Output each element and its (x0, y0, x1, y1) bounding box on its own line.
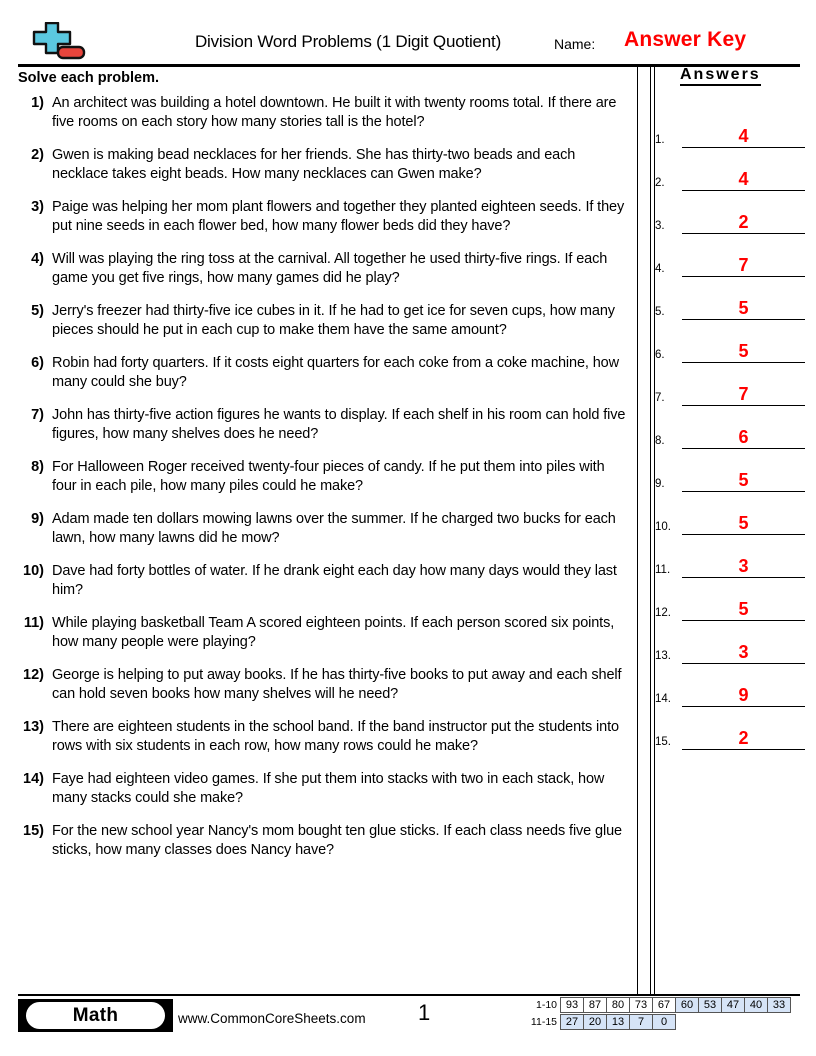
score-cell: 20 (583, 1014, 607, 1030)
problem-item (18, 666, 630, 704)
problem-item (18, 562, 630, 600)
problem-item (18, 94, 630, 132)
answer-row (655, 707, 805, 750)
plus-minus-logo-icon (18, 22, 92, 64)
answer-field[interactable]: 7 (682, 384, 805, 406)
problem-text: Jerry's freezer had thirty-five ice cubes in it. If he had to get ice for seven cups, how many pieces should he put in each cup to make them have the same amount? (52, 303, 615, 338)
answer-row (655, 148, 805, 191)
problem-item (18, 302, 630, 340)
score-cell: 7 (629, 1014, 653, 1030)
answer-index: 7. (655, 392, 665, 404)
problem-number: 10) (23, 563, 44, 579)
answer-index: 13. (655, 650, 671, 662)
problem-number: 3) (31, 199, 44, 215)
problem-text: For the new school year Nancy's mom bought ten glue sticks. If each class needs five glue sticks, how many classes does Nancy have? (52, 823, 622, 858)
problem-number: 9) (31, 511, 44, 527)
answer-field[interactable]: 5 (682, 470, 805, 492)
website-url: www.CommonCoreSheets.com (178, 1011, 366, 1026)
answer-row (655, 105, 805, 148)
answer-row (655, 320, 805, 363)
problem-text: Gwen is making bead necklaces for her friends. She has thirty-two beads and each necklace takes eight beads. How many necklaces can Gwen make? (52, 147, 576, 182)
problem-number: 6) (31, 355, 44, 371)
problem-text: Faye had eighteen video games. If she put them into stacks with two in each stack, how many stacks could she make? (52, 771, 605, 806)
answer-field[interactable]: 9 (682, 685, 805, 707)
problem-number: 2) (31, 147, 44, 163)
problem-number: 14) (23, 771, 44, 787)
answer-row (655, 664, 805, 707)
problem-number: 11) (23, 615, 44, 631)
problem-item (18, 354, 630, 392)
answer-index: 6. (655, 349, 665, 361)
score-cell: 33 (767, 997, 791, 1013)
answer-field[interactable]: 3 (682, 642, 805, 664)
answer-index: 3. (655, 220, 665, 232)
answer-index: 5. (655, 306, 665, 318)
answer-index: 12. (655, 607, 671, 619)
subject-badge (18, 999, 173, 1032)
instructions-text: Solve each problem. (18, 70, 160, 86)
score-cell: 73 (629, 997, 653, 1013)
score-table (527, 997, 791, 1031)
answer-field[interactable]: 4 (682, 126, 805, 148)
column-divider-thin (637, 64, 638, 994)
problem-text: John has thirty-five action figures he wants to display. If each shelf in his room can hold five figures, how many shelves does he need? (52, 407, 626, 442)
answer-index: 2. (655, 177, 665, 189)
score-row (527, 997, 791, 1013)
problem-text: Robin had forty quarters. If it costs eight quarters for each coke from a coke machine, how many could she buy? (52, 355, 619, 390)
score-cells (561, 1014, 676, 1030)
problem-text: For Halloween Roger received twenty-four pieces of candy. If he put them into piles with four in each pile, how many piles could he make? (52, 459, 605, 494)
problem-text: While playing basketball Team A scored eighteen points. If each person scored six points, how many people were playing? (52, 615, 615, 650)
answer-index: 4. (655, 263, 665, 275)
score-cell: 27 (560, 1014, 584, 1030)
page-title: Division Word Problems (1 Digit Quotient) (194, 32, 502, 51)
problem-item (18, 198, 630, 236)
problem-list (18, 94, 630, 874)
problem-number: 15) (23, 823, 44, 839)
score-cell: 13 (606, 1014, 630, 1030)
answer-field[interactable]: 3 (682, 556, 805, 578)
score-cells (561, 997, 791, 1013)
answer-field[interactable]: 5 (682, 599, 805, 621)
score-cell: 67 (652, 997, 676, 1013)
problem-number: 13) (23, 719, 44, 735)
score-row-label: 1-10 (535, 999, 557, 1011)
answer-row (655, 277, 805, 320)
problem-number: 12) (23, 667, 44, 683)
answer-field[interactable]: 2 (682, 212, 805, 234)
answer-row (655, 363, 805, 406)
answers-title: Answers (680, 66, 761, 86)
score-cell: 60 (675, 997, 699, 1013)
answer-row (655, 578, 805, 621)
answer-index: 1. (655, 134, 665, 146)
answer-field[interactable]: 7 (682, 255, 805, 277)
problem-text: Will was playing the ring toss at the carnival. All together he used thirty-five rings. If each game you get five rings, how many games did he play? (52, 251, 608, 286)
answer-field[interactable]: 2 (682, 728, 805, 750)
answer-index: 8. (655, 435, 665, 447)
problem-text: Dave had forty bottles of water. If he drank eight each day how many days would they last him? (52, 563, 617, 598)
problem-item (18, 458, 630, 496)
score-cell: 93 (560, 997, 584, 1013)
answer-field[interactable]: 5 (682, 298, 805, 320)
answer-list (655, 105, 805, 750)
answer-row (655, 535, 805, 578)
problem-item (18, 146, 630, 184)
problem-item (18, 250, 630, 288)
problem-item (18, 510, 630, 548)
answer-index: 9. (655, 478, 665, 490)
footer-divider (18, 994, 800, 996)
problem-item (18, 770, 630, 808)
answer-field[interactable]: 5 (682, 341, 805, 363)
problem-text: Paige was helping her mom plant flowers and together they planted eighteen seeds. If they put nine seeds in each flower bed, how many flower beds did they have? (52, 199, 625, 234)
page-header (18, 22, 800, 62)
problem-number: 5) (31, 303, 44, 319)
problem-item (18, 822, 630, 860)
score-cell: 40 (744, 997, 768, 1013)
score-cell: 47 (721, 997, 745, 1013)
score-row-label: 11-15 (530, 1016, 557, 1028)
answer-index: 11. (655, 564, 671, 576)
answer-key-badge: Answer Key (624, 28, 747, 51)
problem-text: Adam made ten dollars mowing lawns over the summer. If he charged two bucks for each lawn, how many lawns did he mow? (52, 511, 616, 546)
problem-number: 1) (31, 95, 44, 111)
problem-text: George is helping to put away books. If he has thirty-five books to put away and each shelf can hold seven books how many shelves will he need? (52, 667, 622, 702)
problem-item (18, 406, 630, 444)
subject-badge-label: Math (26, 1002, 165, 1029)
name-label: Name: (554, 36, 596, 52)
problem-item (18, 614, 630, 652)
answers-header (658, 66, 800, 86)
page-number: 1 (418, 1000, 431, 1025)
answer-index: 14. (655, 693, 671, 705)
problem-number: 8) (31, 459, 44, 475)
problem-text: An architect was building a hotel downtown. He built it with twenty rooms total. If there are five rooms on each story how many stories tall is the hotel? (52, 95, 617, 130)
answer-row (655, 449, 805, 492)
score-cell: 87 (583, 997, 607, 1013)
answer-row (655, 621, 805, 664)
problem-text: There are eighteen students in the school band. If the band instructor put the students into rows with six students in each row, how many rows could he make? (52, 719, 619, 754)
answer-field[interactable]: 4 (682, 169, 805, 191)
answer-field[interactable]: 6 (682, 427, 805, 449)
score-cell: 0 (652, 1014, 676, 1030)
answer-row (655, 234, 805, 277)
answer-index: 15. (655, 736, 671, 748)
answer-index: 10. (655, 521, 671, 533)
problem-item (18, 718, 630, 756)
answer-row (655, 191, 805, 234)
score-cell: 80 (606, 997, 630, 1013)
answer-row (655, 406, 805, 449)
answer-field[interactable]: 5 (682, 513, 805, 535)
score-cell: 53 (698, 997, 722, 1013)
problem-number: 4) (31, 251, 44, 267)
answer-row (655, 492, 805, 535)
problem-number: 7) (31, 407, 44, 423)
score-row (527, 1014, 791, 1030)
